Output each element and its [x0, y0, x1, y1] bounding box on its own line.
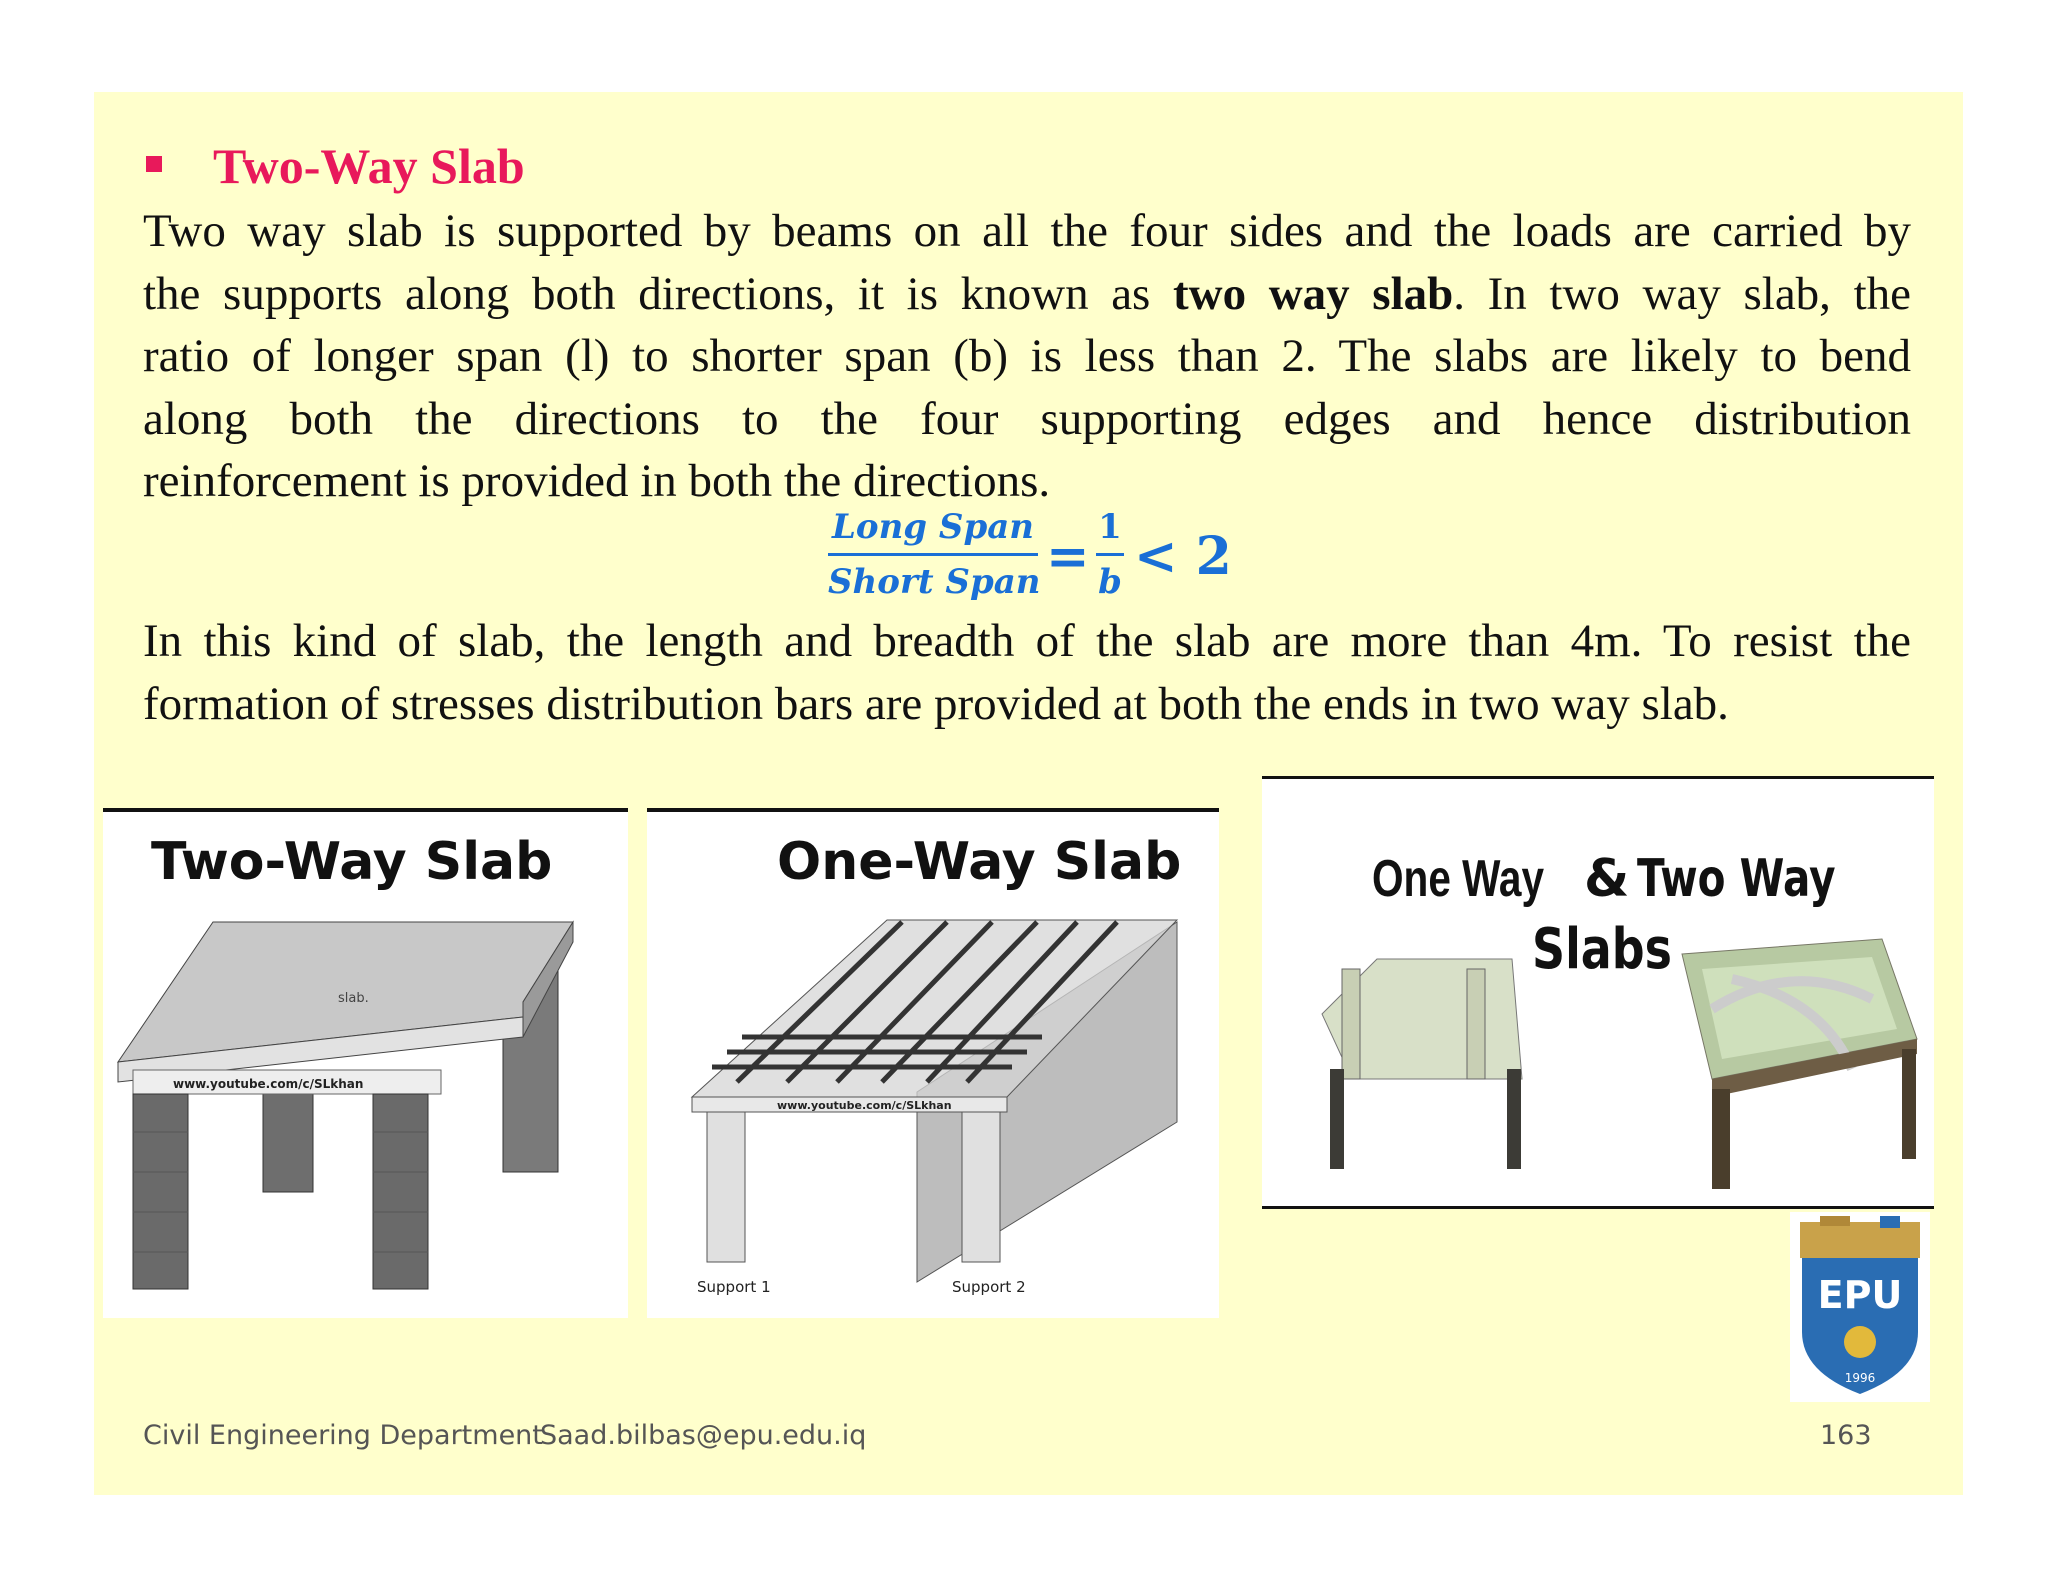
formula-numerator: Long Span — [832, 507, 1034, 547]
fraction-bar — [1096, 553, 1124, 556]
support-2-label: Support 2 — [952, 1278, 1026, 1296]
one-way-slab-title: One-Way Slab — [777, 832, 1182, 892]
footer-page-number: 163 — [1820, 1420, 1872, 1451]
footer-email: Saad.bilbas@epu.edu.iq — [540, 1420, 867, 1451]
paragraph-1 — [143, 200, 1911, 513]
paragraph-1-line-3: ratio of longer span (l) to shorter span (b) is less than 2. The slabs are likely to bend — [143, 330, 1911, 382]
bold-term: two way slab — [1172, 267, 1454, 320]
paragraph-2-line-1: In this kind of slab, the length and breadth of the slab are more than 4m. To resist the — [143, 615, 1911, 667]
comparison-drawing — [1262, 779, 1934, 1206]
slab-label: slab. — [338, 991, 369, 1006]
one-way-slab-figure — [647, 812, 1219, 1318]
comparison-title-slabs: Slabs — [1532, 917, 1673, 982]
one-way-slab-drawing — [647, 812, 1219, 1318]
comparison-title-a: One Way — [1372, 850, 1545, 908]
paragraph-1-line-5: reinforcement is provided in both the directions. — [143, 455, 1051, 507]
formula-denominator: Short Span — [828, 562, 1041, 602]
support-1-label: Support 1 — [697, 1278, 771, 1296]
formula-fraction-2 — [1096, 505, 1124, 604]
figure-divider — [1262, 1206, 1934, 1209]
formula-fraction-2-denominator: b — [1098, 562, 1122, 602]
formula-fraction-1 — [828, 505, 1041, 604]
watermark-text: www.youtube.com/c/SLkhan — [173, 1077, 364, 1091]
epu-logo — [1790, 1212, 1930, 1402]
bullet-square-icon — [146, 156, 162, 172]
paragraph-1-line-2: the supports along both directions, it is known as two way slab. In two way slab, the — [143, 267, 1911, 320]
comparison-title-b: Two Way — [1637, 849, 1836, 909]
logo-year: 1996 — [1844, 1371, 1876, 1385]
paragraph-1-line-1: Two way slab is supported by beams on all the four sides and the loads are carried by — [143, 205, 1911, 257]
paragraph-2-line-2: formation of stresses distribution bars are provided at both the ends in two way slab. — [143, 677, 1729, 730]
two-way-slab-title: Two-Way Slab — [151, 832, 553, 892]
watermark-text: www.youtube.com/c/SLkhan — [777, 1099, 952, 1112]
logo-text: EPU — [1817, 1273, 1903, 1317]
comparison-title-amp: & — [1584, 849, 1630, 909]
fraction-bar — [828, 553, 1038, 556]
two-way-slab-drawing — [103, 812, 628, 1318]
section-heading: Two-Way Slab — [213, 138, 525, 194]
formula-inequality: < 2 — [1134, 526, 1232, 587]
formula-equals: = — [1046, 526, 1090, 587]
epu-logo-emblem — [1790, 1212, 1930, 1402]
formula-fraction-2-numerator: 1 — [1098, 507, 1122, 547]
slab-comparison-figure — [1262, 779, 1934, 1206]
two-way-slab-figure — [103, 812, 628, 1318]
paragraph-1-line-4: along both the directions to the four supporting edges and hence distribution — [143, 392, 1911, 445]
paragraph-2 — [143, 610, 1911, 735]
footer-department: Civil Engineering Department — [143, 1420, 543, 1451]
